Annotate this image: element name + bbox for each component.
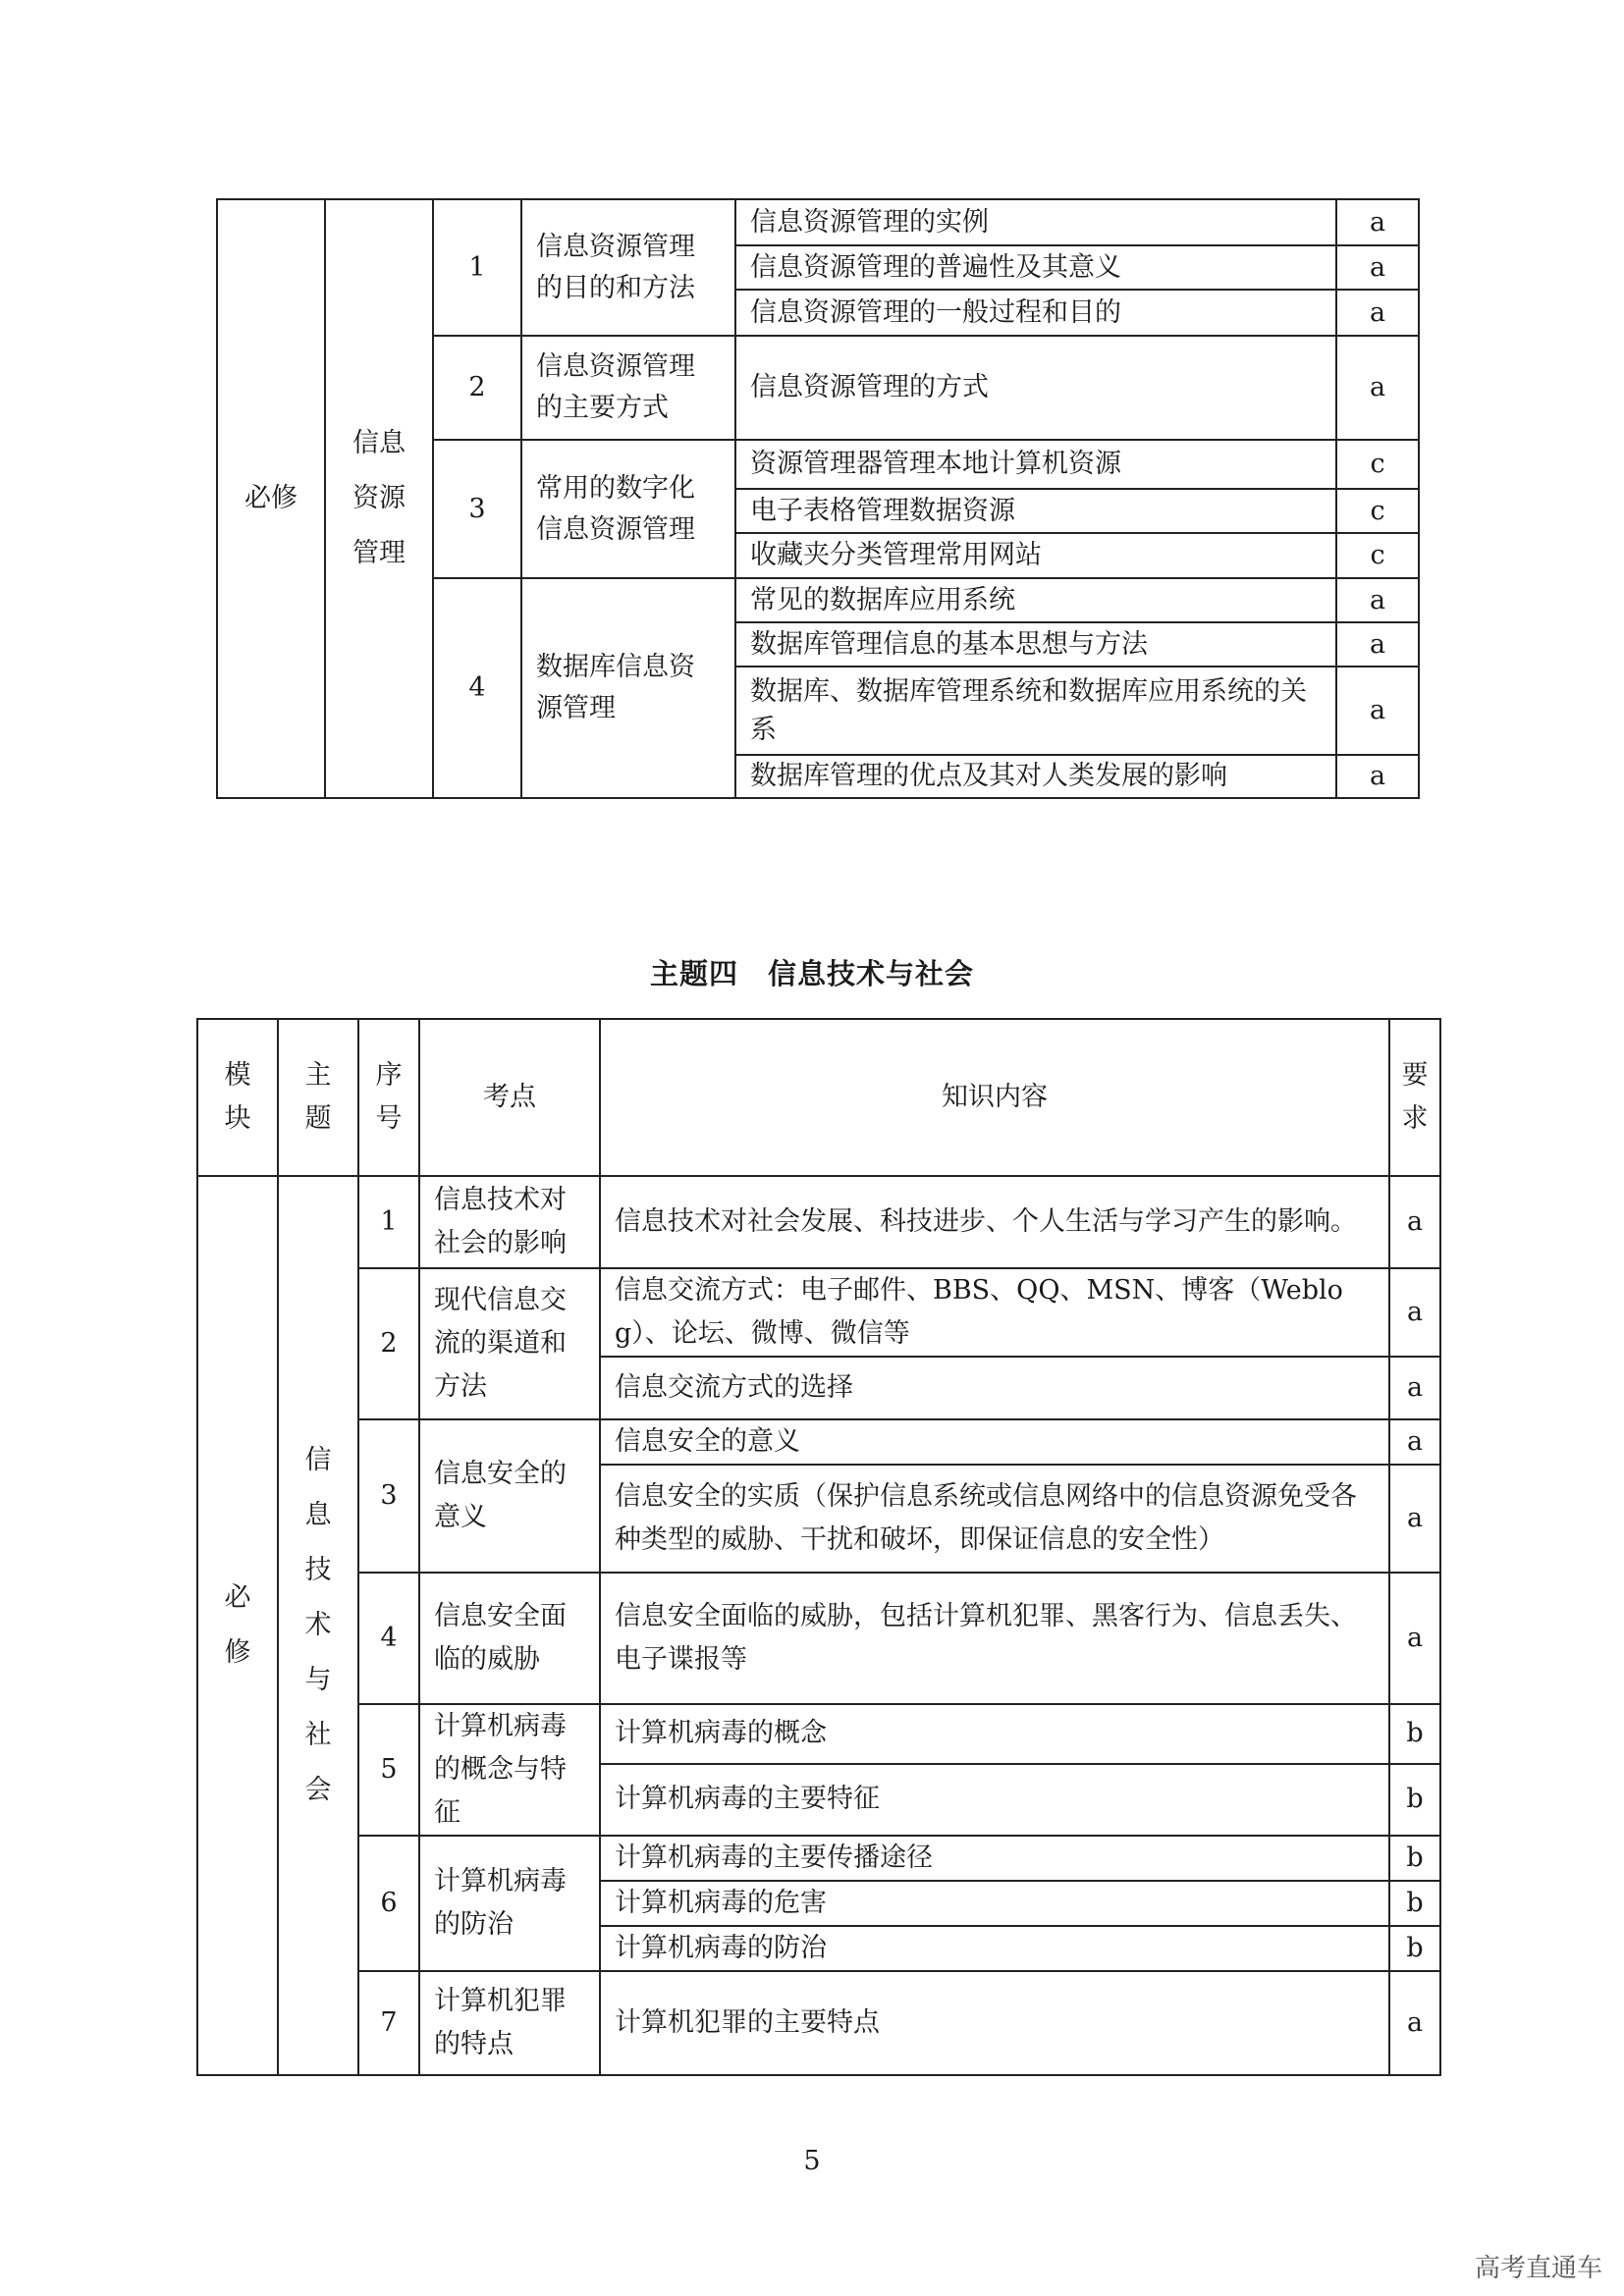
knowledge-content: 计算机犯罪的主要特点 bbox=[600, 1971, 1389, 2075]
requirement-level: a bbox=[1389, 1268, 1440, 1357]
exam-point: 信息安全的意义 bbox=[419, 1419, 600, 1573]
knowledge-content: 信息资源管理的普遍性及其意义 bbox=[735, 245, 1336, 290]
knowledge-content: 信息安全面临的威胁，包括计算机犯罪、黑客行为、信息丢失、电子谍报等 bbox=[600, 1573, 1389, 1704]
page-number: 5 bbox=[803, 2146, 821, 2176]
exam-point: 计算机犯罪的特点 bbox=[419, 1971, 600, 2075]
knowledge-content: 计算机病毒的主要特征 bbox=[600, 1764, 1389, 1836]
requirement-level: a bbox=[1336, 199, 1419, 245]
knowledge-content: 信息资源管理的实例 bbox=[735, 199, 1336, 245]
exam-point: 信息资源管理的目的和方法 bbox=[521, 199, 735, 336]
exam-point: 计算机病毒的防治 bbox=[419, 1836, 600, 1971]
requirement-level: a bbox=[1389, 1465, 1440, 1573]
requirement-level: a bbox=[1336, 578, 1419, 622]
requirement-level: a bbox=[1389, 1971, 1440, 2075]
module-cell: 必 修 bbox=[197, 1176, 278, 2075]
header-requirement: 要 求 bbox=[1389, 1019, 1440, 1176]
exam-point: 信息技术对社会的影响 bbox=[419, 1176, 600, 1268]
topic-cell: 信息 资源 管理 bbox=[325, 199, 433, 798]
requirement-level: c bbox=[1336, 489, 1419, 533]
header-knowledge-content: 知识内容 bbox=[600, 1019, 1389, 1176]
knowledge-content: 收藏夹分类管理常用网站 bbox=[735, 533, 1336, 578]
serial-number: 3 bbox=[433, 440, 521, 578]
requirement-level: a bbox=[1389, 1176, 1440, 1268]
requirement-level: b bbox=[1389, 1764, 1440, 1836]
requirement-level: a bbox=[1336, 336, 1419, 440]
serial-number: 1 bbox=[433, 199, 521, 336]
exam-point: 常用的数字化信息资源管理 bbox=[521, 440, 735, 578]
knowledge-content: 信息资源管理的一般过程和目的 bbox=[735, 290, 1336, 336]
exam-point: 计算机病毒的概念与特征 bbox=[419, 1704, 600, 1836]
header-module: 模 块 bbox=[197, 1019, 278, 1176]
watermark-text: 高考直通车 bbox=[1474, 2254, 1602, 2283]
serial-number: 2 bbox=[358, 1268, 419, 1419]
knowledge-content: 数据库管理的优点及其对人类发展的影响 bbox=[735, 755, 1336, 798]
topic-cell: 信 息 技 术 与 社 会 bbox=[278, 1176, 358, 2075]
knowledge-content: 信息技术对社会发展、科技进步、个人生活与学习产生的影响。 bbox=[600, 1176, 1389, 1268]
requirement-level: a bbox=[1336, 667, 1419, 755]
knowledge-content: 计算机病毒的主要传播途径 bbox=[600, 1836, 1389, 1881]
header-serial: 序 号 bbox=[358, 1019, 419, 1176]
requirement-level: a bbox=[1389, 1573, 1440, 1704]
requirement-level: a bbox=[1336, 755, 1419, 798]
requirement-level: b bbox=[1389, 1881, 1440, 1926]
module-cell: 必修 bbox=[217, 199, 325, 798]
knowledge-content: 信息安全的实质（保护信息系统或信息网络中的信息资源免受各种类型的威胁、干扰和破坏，即保证信息的安全性） bbox=[600, 1465, 1389, 1573]
header-topic: 主 题 bbox=[278, 1019, 358, 1176]
knowledge-content: 资源管理器管理本地计算机资源 bbox=[735, 440, 1336, 489]
knowledge-content: 计算机病毒的危害 bbox=[600, 1881, 1389, 1926]
exam-point: 信息资源管理的主要方式 bbox=[521, 336, 735, 440]
table-information-resource-management bbox=[216, 198, 1420, 799]
header-exam-point: 考点 bbox=[419, 1019, 600, 1176]
serial-number: 6 bbox=[358, 1836, 419, 1971]
requirement-level: b bbox=[1389, 1836, 1440, 1881]
knowledge-content: 数据库、数据库管理系统和数据库应用系统的关系 bbox=[735, 667, 1336, 755]
requirement-level: a bbox=[1336, 245, 1419, 290]
requirement-level: c bbox=[1336, 533, 1419, 578]
exam-point: 现代信息交流的渠道和方法 bbox=[419, 1268, 600, 1419]
serial-number: 4 bbox=[358, 1573, 419, 1704]
serial-number: 3 bbox=[358, 1419, 419, 1573]
serial-number: 2 bbox=[433, 336, 521, 440]
serial-number: 7 bbox=[358, 1971, 419, 2075]
knowledge-content: 计算机病毒的防治 bbox=[600, 1926, 1389, 1971]
knowledge-content: 信息交流方式的选择 bbox=[600, 1357, 1389, 1419]
requirement-level: b bbox=[1389, 1926, 1440, 1971]
serial-number: 4 bbox=[433, 578, 521, 798]
requirement-level: a bbox=[1389, 1357, 1440, 1419]
knowledge-content: 计算机病毒的概念 bbox=[600, 1704, 1389, 1764]
exam-point: 信息安全面临的威胁 bbox=[419, 1573, 600, 1704]
knowledge-content: 数据库管理信息的基本思想与方法 bbox=[735, 622, 1336, 667]
table-information-technology-and-society bbox=[196, 1018, 1441, 2076]
table-header-row bbox=[197, 1019, 1440, 1176]
serial-number: 5 bbox=[358, 1704, 419, 1836]
requirement-level: a bbox=[1336, 290, 1419, 336]
requirement-level: a bbox=[1389, 1419, 1440, 1465]
serial-number: 1 bbox=[358, 1176, 419, 1268]
requirement-level: b bbox=[1389, 1704, 1440, 1764]
knowledge-content: 信息安全的意义 bbox=[600, 1419, 1389, 1465]
exam-point: 数据库信息资源管理 bbox=[521, 578, 735, 798]
knowledge-content: 常见的数据库应用系统 bbox=[735, 578, 1336, 622]
requirement-level: a bbox=[1336, 622, 1419, 667]
section-title: 主题四 信息技术与社会 bbox=[649, 957, 974, 990]
requirement-level: c bbox=[1336, 440, 1419, 489]
knowledge-content: 信息资源管理的方式 bbox=[735, 336, 1336, 440]
knowledge-content: 信息交流方式：电子邮件、BBS、QQ、MSN、博客（Weblog）、论坛、微博、微信等 bbox=[600, 1268, 1389, 1357]
knowledge-content: 电子表格管理数据资源 bbox=[735, 489, 1336, 533]
